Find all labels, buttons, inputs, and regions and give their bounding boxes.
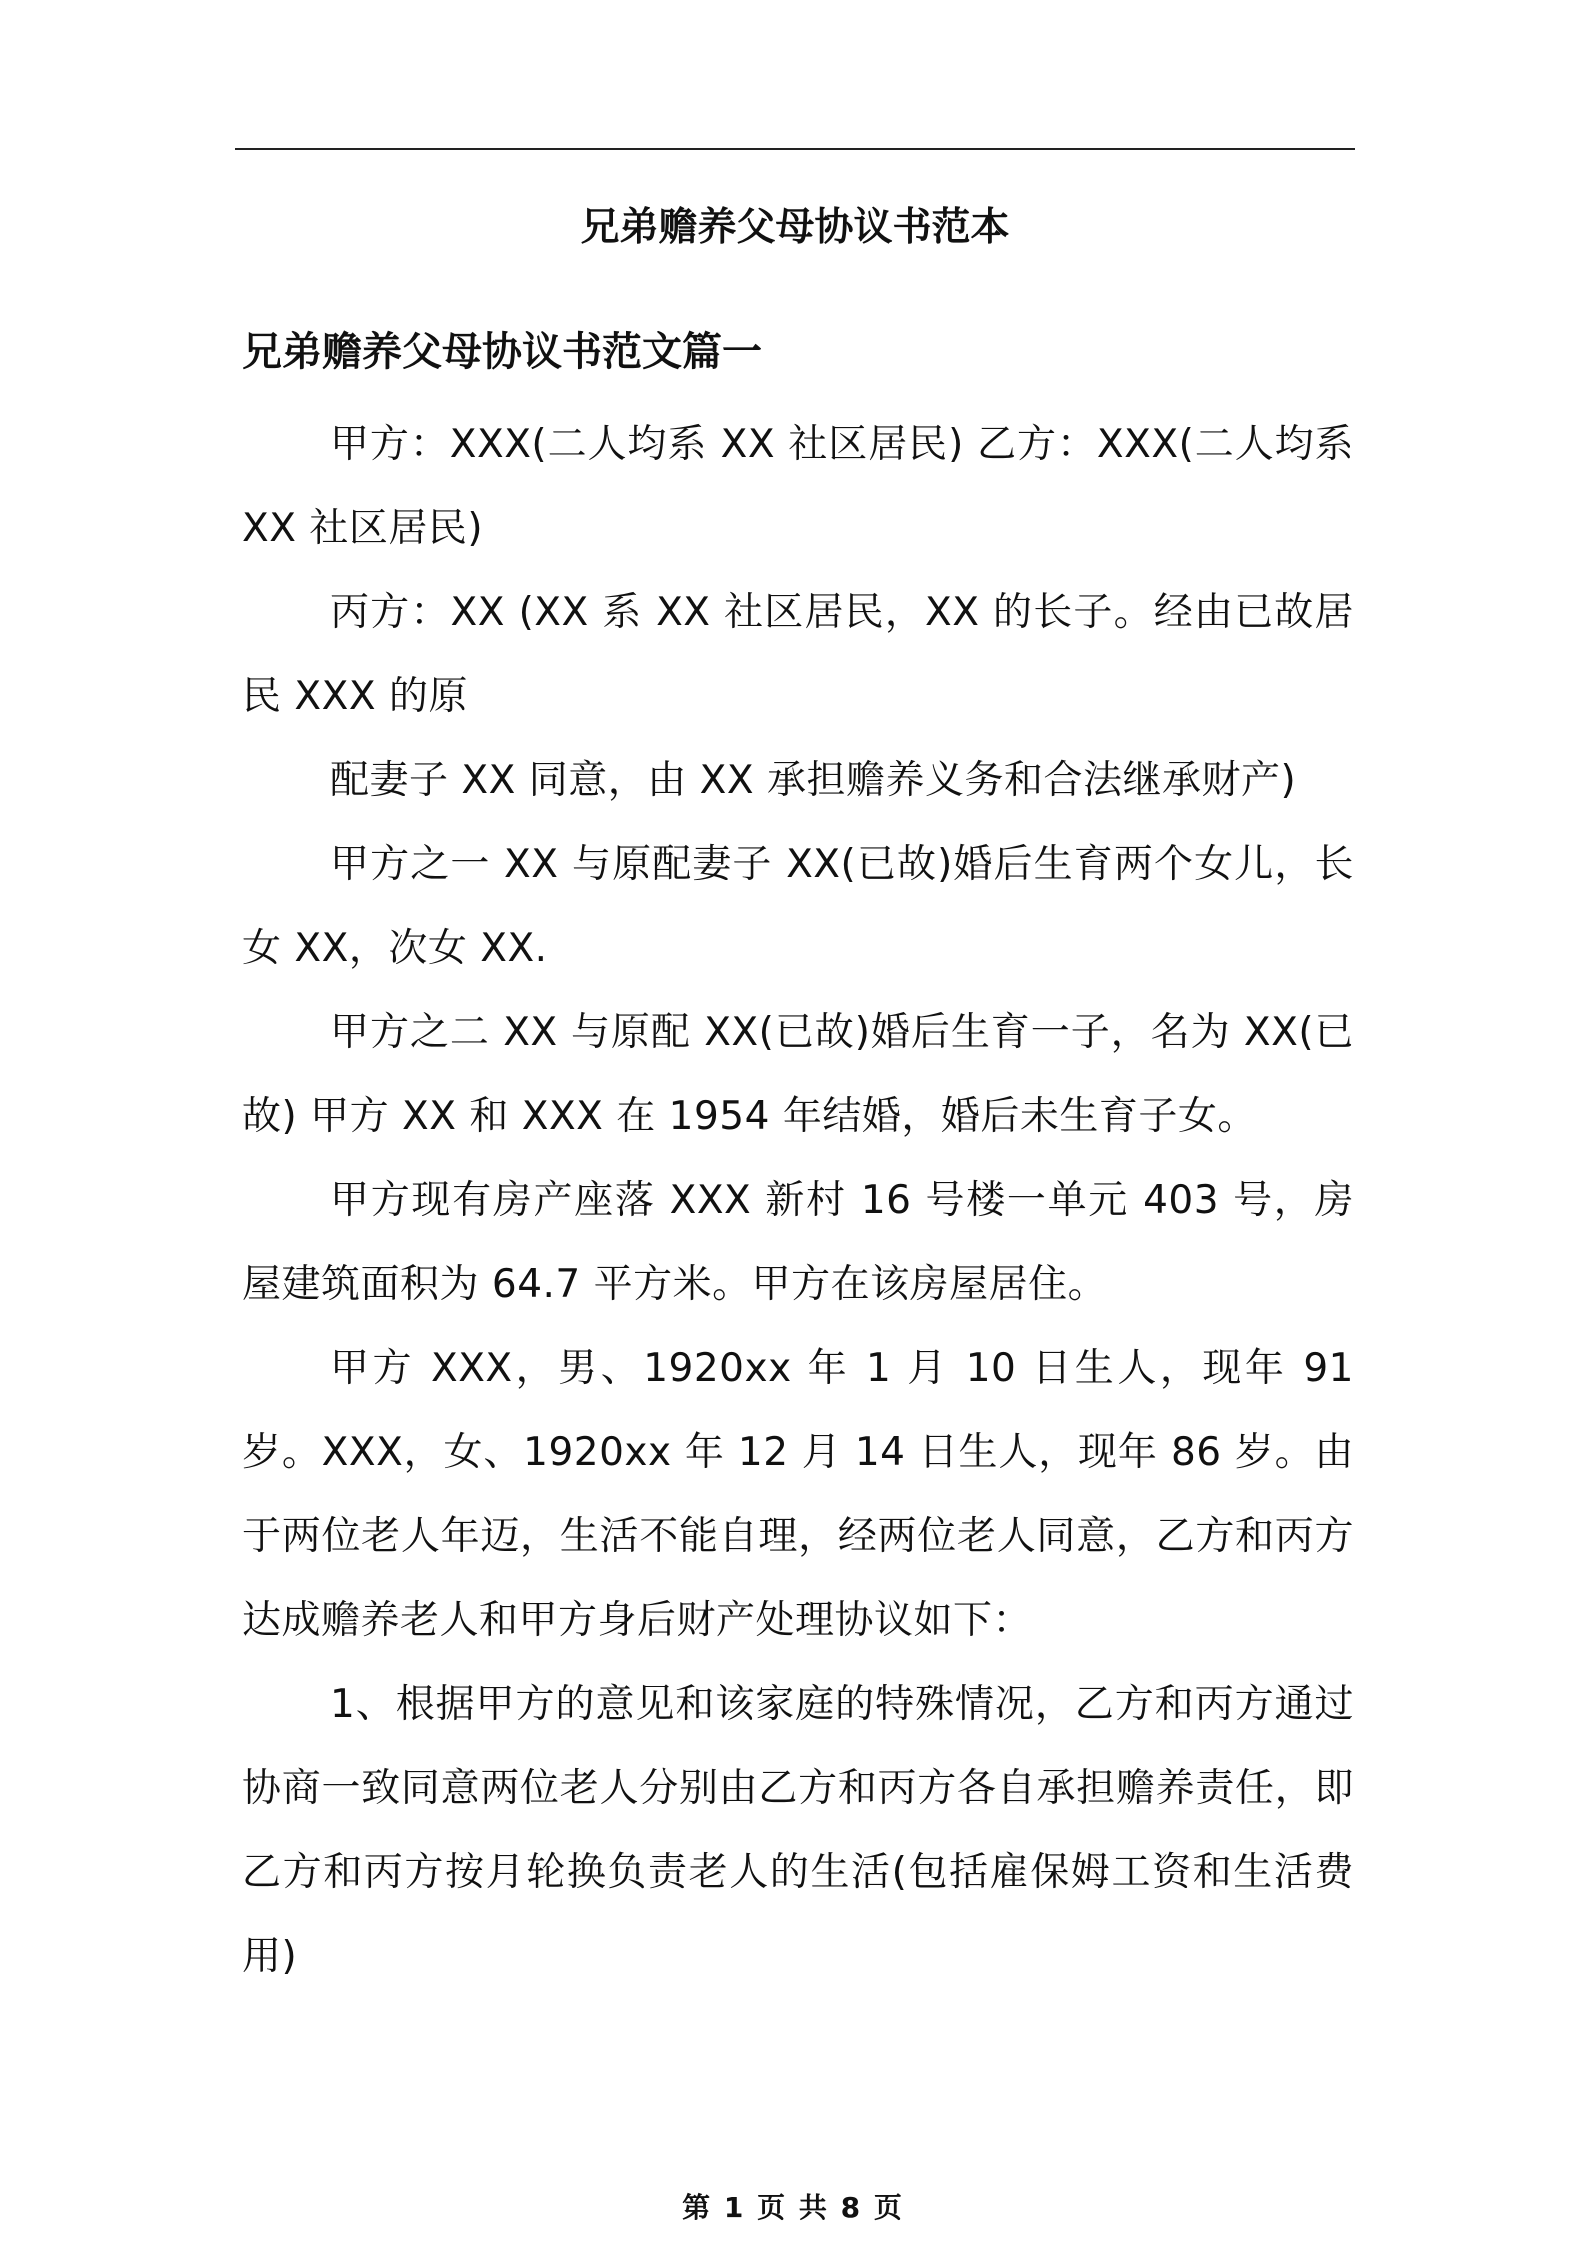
section-heading: 兄弟赡养父母协议书范文篇一 bbox=[242, 329, 762, 375]
paragraph-party-a-two: 甲方之二 XX 与原配 XX(已故)婚后生育一子，名为 XX(已故) 甲方 XX 和 XXX 在 1954 年结婚，婚后未生育子女。 bbox=[242, 1010, 1354, 1139]
paragraph-party-a-one: 甲方之一 XX 与原配妻子 XX(已故)婚后生育两个女儿，长女 XX，次女 XX. bbox=[242, 842, 1354, 971]
document-body bbox=[242, 403, 1354, 1999]
paragraph-clause-1: 1、根据甲方的意见和该家庭的特殊情况，乙方和丙方通过协商一致同意两位老人分别由乙方和丙方各自承担赡养责任，即乙方和丙方按月轮换负责老人的生活(包括雇保姆工资和生活费用) bbox=[242, 1682, 1354, 1979]
page-number: 第 1 页 共 8 页 bbox=[682, 2191, 904, 2224]
paragraph-property: 甲方现有房产座落 XXX 新村 16 号楼一单元 403 号，房屋建筑面积为 64.7 平方米。甲方在该房屋居住。 bbox=[242, 1178, 1354, 1307]
paragraph-party-c: 丙方：XX (XX 系 XX 社区居民，XX 的长子。经由已故居民 XXX 的原 bbox=[242, 590, 1354, 719]
document-title: 兄弟赡养父母协议书范本 bbox=[580, 205, 1010, 250]
paragraph-elders: 甲方 XXX，男、1920xx 年 1 月 10 日生人，现年 91 岁。XXX，女、1920xx 年 12 月 14 日生人，现年 86 岁。由于两位老人年迈，生活不能自理，经两位老人同意，乙方和丙方达成赡养老人和甲方身后财产处理协议如下： bbox=[242, 1346, 1354, 1643]
paragraph-parties-a-b: 甲方：XXX(二人均系 XX 社区居民) 乙方：XXX(二人均系 XX 社区居民) bbox=[242, 422, 1354, 551]
header-rule bbox=[235, 148, 1355, 150]
paragraph-party-c-continued: 配妻子 XX 同意，由 XX 承担赡养义务和合法继承财产) bbox=[330, 758, 1297, 803]
